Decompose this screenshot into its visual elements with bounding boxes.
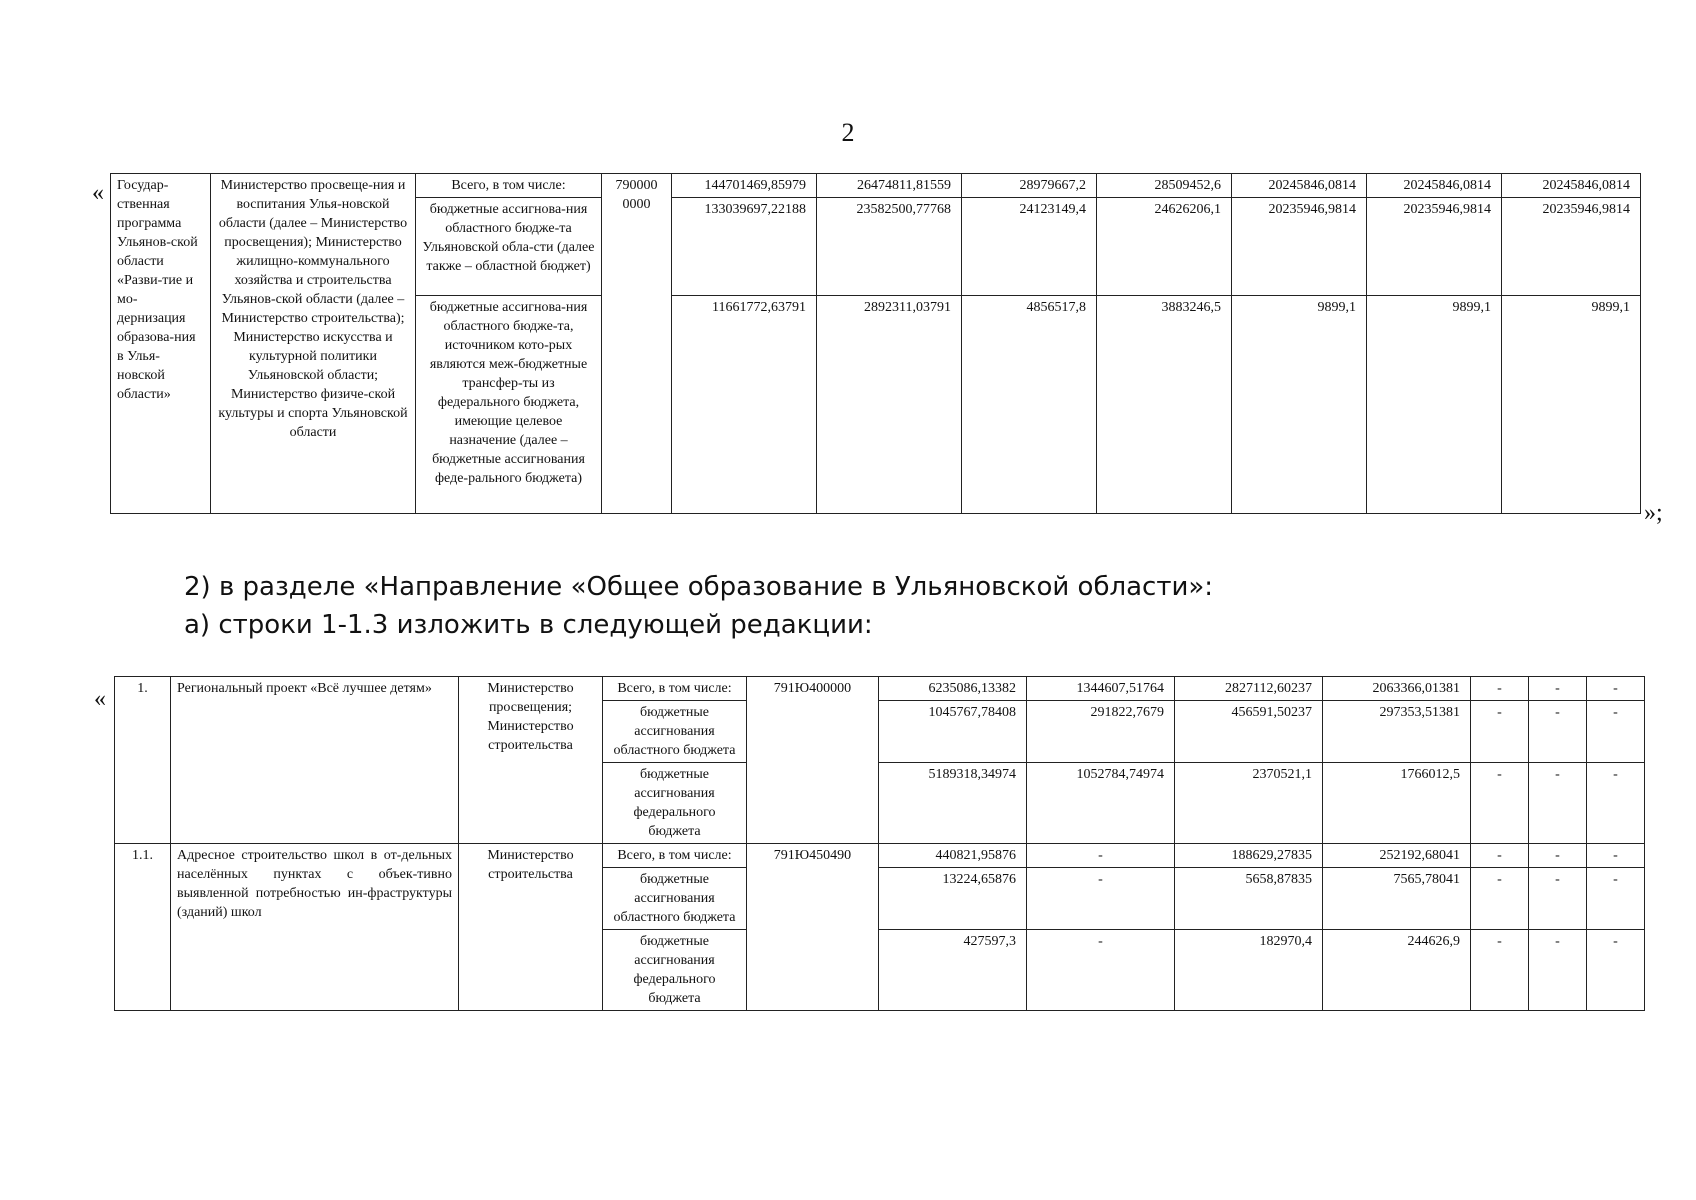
source-federal: бюджетные ассигнования федерального бюджета: [603, 763, 747, 844]
row-number: 1.: [115, 677, 171, 844]
project-name: Адресное строительство школ в от-дельных населённых пунктах с объек-тивно выявленной потребностью ин-фраструктуры (зданий) школ: [171, 844, 459, 1011]
program-name: Государ-ственная программа Ульянов-ской области «Разви-тие и мо-дернизация образова-ния в Улья-новской области»: [111, 174, 211, 514]
value-cell: -: [1471, 844, 1529, 868]
program-table: [110, 173, 1641, 514]
value-cell: 20245846,0814: [1502, 174, 1641, 198]
value-cell: -: [1529, 701, 1587, 763]
value-cell: 427597,3: [879, 930, 1027, 1011]
value-cell: 144701469,85979: [672, 174, 817, 198]
value-cell: 1052784,74974: [1027, 763, 1175, 844]
section-heading: 2) в разделе «Направление «Общее образование в Ульяновской области»:: [184, 572, 1214, 602]
executor: Министерство просвещения; Министерство строительства: [459, 677, 603, 844]
subsection-heading: а) строки 1-1.3 изложить в следующей редакции:: [184, 610, 873, 640]
value-cell: 20235946,9814: [1502, 198, 1641, 296]
value-cell: -: [1587, 763, 1645, 844]
value-cell: 28979667,2: [962, 174, 1097, 198]
budget-code: 791Ю450490: [747, 844, 879, 1011]
value-cell: -: [1027, 930, 1175, 1011]
page-number: 2: [841, 118, 855, 147]
value-cell: 23582500,77768: [817, 198, 962, 296]
value-cell: -: [1471, 930, 1529, 1011]
value-cell: 24123149,4: [962, 198, 1097, 296]
executor: Министерство строительства: [459, 844, 603, 1011]
value-cell: -: [1587, 868, 1645, 930]
value-cell: -: [1587, 930, 1645, 1011]
value-cell: -: [1529, 930, 1587, 1011]
source-total: Всего, в том числе:: [603, 844, 747, 868]
row-number: 1.1.: [115, 844, 171, 1011]
project-name: Региональный проект «Всё лучшее детям»: [171, 677, 459, 844]
value-cell: -: [1529, 868, 1587, 930]
value-cell: 133039697,22188: [672, 198, 817, 296]
value-cell: -: [1471, 701, 1529, 763]
value-cell: 7565,78041: [1323, 868, 1471, 930]
value-cell: 188629,27835: [1175, 844, 1323, 868]
value-cell: 456591,50237: [1175, 701, 1323, 763]
value-cell: -: [1587, 844, 1645, 868]
value-cell: 6235086,13382: [879, 677, 1027, 701]
value-cell: 2827112,60237: [1175, 677, 1323, 701]
direction-table: [114, 676, 1645, 1011]
source-total: Всего, в том числе:: [416, 174, 602, 198]
value-cell: 28509452,6: [1097, 174, 1232, 198]
value-cell: 2370521,1: [1175, 763, 1323, 844]
value-cell: -: [1471, 763, 1529, 844]
value-cell: -: [1027, 844, 1175, 868]
value-cell: 4856517,8: [962, 296, 1097, 514]
value-cell: 9899,1: [1502, 296, 1641, 514]
value-cell: 2063366,01381: [1323, 677, 1471, 701]
value-cell: 20235946,9814: [1232, 198, 1367, 296]
value-cell: 20245846,0814: [1232, 174, 1367, 198]
value-cell: 9899,1: [1232, 296, 1367, 514]
source-regional: бюджетные ассигнования областного бюджета: [603, 868, 747, 930]
value-cell: 20245846,0814: [1367, 174, 1502, 198]
value-cell: 440821,95876: [879, 844, 1027, 868]
value-cell: 11661772,63791: [672, 296, 817, 514]
value-cell: -: [1529, 763, 1587, 844]
source-total: Всего, в том числе:: [603, 677, 747, 701]
value-cell: 1045767,78408: [879, 701, 1027, 763]
value-cell: 1766012,5: [1323, 763, 1471, 844]
value-cell: -: [1027, 868, 1175, 930]
value-cell: -: [1529, 677, 1587, 701]
open-quote-table1: «: [92, 180, 104, 206]
value-cell: -: [1471, 868, 1529, 930]
value-cell: 9899,1: [1367, 296, 1502, 514]
value-cell: 1344607,51764: [1027, 677, 1175, 701]
close-quote-table1: »;: [1644, 500, 1663, 526]
value-cell: -: [1587, 701, 1645, 763]
value-cell: 2892311,03791: [817, 296, 962, 514]
value-cell: 24626206,1: [1097, 198, 1232, 296]
source-federal: бюджетные ассигнования федерального бюджета: [603, 930, 747, 1011]
value-cell: -: [1471, 677, 1529, 701]
open-quote-table2: «: [94, 686, 106, 712]
value-cell: -: [1587, 677, 1645, 701]
source-federal: бюджетные ассигнова-ния областного бюдже-та, источником кото-рых являются меж-бюджетные трансфер-ты из федерального бюджета, имеющие целевое назначение (далее – бюджетные ассигнования феде-рального бюджета): [416, 296, 602, 514]
value-cell: 5658,87835: [1175, 868, 1323, 930]
budget-code: 791Ю400000: [747, 677, 879, 844]
value-cell: 182970,4: [1175, 930, 1323, 1011]
value-cell: 252192,68041: [1323, 844, 1471, 868]
executors: Министерство просвеще-ния и воспитания Улья-новской области (далее – Министерство просвещения); Министерство жилищно-коммунального хозяйства и строительства Ульянов-ской области (далее – Министерство строительства); Министерство искусства и культурной политики Ульяновской области; Министерство физиче-ской культуры и спорта Ульяновской области: [211, 174, 416, 514]
value-cell: 5189318,34974: [879, 763, 1027, 844]
source-regional: бюджетные ассигнова-ния областного бюдже-та Ульяновской обла-сти (далее также – областной бюджет): [416, 198, 602, 296]
value-cell: 291822,7679: [1027, 701, 1175, 763]
value-cell: -: [1529, 844, 1587, 868]
value-cell: 297353,51381: [1323, 701, 1471, 763]
value-cell: 3883246,5: [1097, 296, 1232, 514]
value-cell: 13224,65876: [879, 868, 1027, 930]
budget-code: 790000 0000: [602, 174, 672, 514]
value-cell: 244626,9: [1323, 930, 1471, 1011]
source-regional: бюджетные ассигнования областного бюджета: [603, 701, 747, 763]
value-cell: 20235946,9814: [1367, 198, 1502, 296]
value-cell: 26474811,81559: [817, 174, 962, 198]
